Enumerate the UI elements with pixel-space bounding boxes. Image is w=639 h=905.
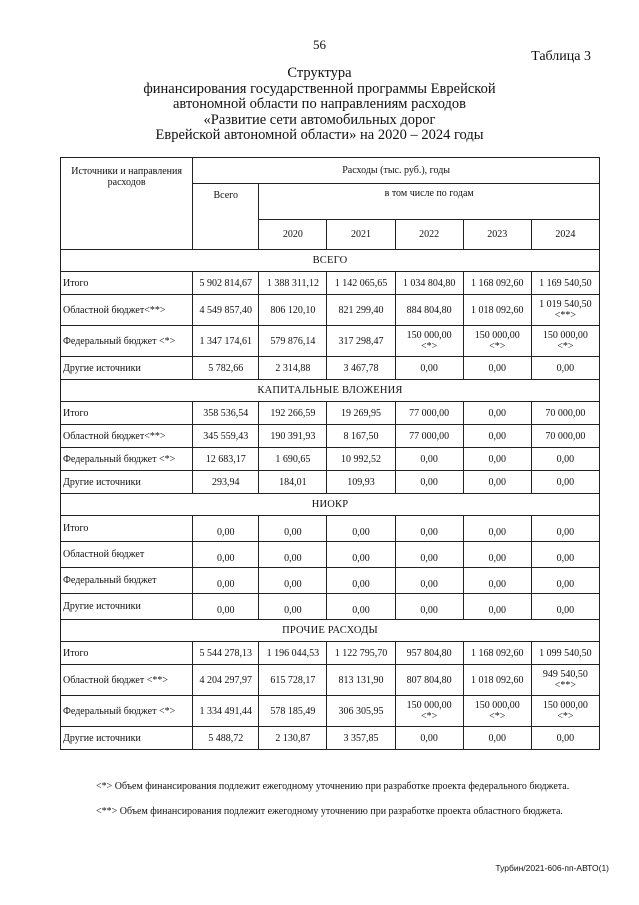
cell-2021: 1 142 065,65 bbox=[327, 272, 395, 295]
cell-2022: 0,00 bbox=[395, 516, 463, 542]
cell-2024: 0,00 bbox=[531, 542, 599, 568]
cell-2022: 77 000,00 bbox=[395, 402, 463, 425]
title-line: «Развитие сети автомобильных дорог bbox=[203, 111, 436, 128]
row-label: Другие источники bbox=[61, 594, 193, 620]
header-year: 2021 bbox=[327, 220, 395, 250]
cell-total: 4 204 297,97 bbox=[193, 665, 259, 696]
cell-2021: 0,00 bbox=[327, 516, 395, 542]
cell-total: 0,00 bbox=[193, 594, 259, 620]
row-label: Федеральный бюджет <*> bbox=[61, 326, 193, 357]
section-rnd bbox=[61, 494, 600, 620]
cell-2021: 306 305,95 bbox=[327, 696, 395, 727]
cell-2024: 150 000,00 <*> bbox=[531, 326, 599, 357]
row-label: Федеральный бюджет <*> bbox=[61, 696, 193, 727]
cell-2023: 0,00 bbox=[463, 402, 531, 425]
document-footer-code: Турбин/2021-606-пп-АВТО(1) bbox=[495, 863, 609, 873]
cell-2023: 1 018 092,60 bbox=[463, 295, 531, 326]
cell-2021: 19 269,95 bbox=[327, 402, 395, 425]
cell-total: 1 347 174,61 bbox=[193, 326, 259, 357]
cell-2023: 0,00 bbox=[463, 594, 531, 620]
cell-2021: 821 299,40 bbox=[327, 295, 395, 326]
cell-2023: 0,00 bbox=[463, 425, 531, 448]
cell-2020: 0,00 bbox=[259, 594, 327, 620]
footnote-regional: <**> Объем финансирования подлежит ежегодному уточнению при разработке проекта областного бюджета. bbox=[96, 806, 563, 817]
table-label: Таблица 3 bbox=[531, 49, 591, 64]
cell-2020: 192 266,59 bbox=[259, 402, 327, 425]
cell-2024: 0,00 bbox=[531, 448, 599, 471]
header-year: 2023 bbox=[463, 220, 531, 250]
title-line: Структура bbox=[287, 65, 352, 81]
row-label: Другие источники bbox=[61, 471, 193, 494]
cell-2020: 2 314,88 bbox=[259, 357, 327, 380]
cell-2020: 0,00 bbox=[259, 568, 327, 594]
cell-2024: 70 000,00 bbox=[531, 402, 599, 425]
cell-2022: 957 804,80 bbox=[395, 642, 463, 665]
financing-table bbox=[60, 157, 600, 750]
cell-2023: 150 000,00 <*> bbox=[463, 696, 531, 727]
cell-2024: 0,00 bbox=[531, 516, 599, 542]
cell-2024: 1 019 540,50 <**> bbox=[531, 295, 599, 326]
row-label: Итого bbox=[61, 402, 193, 425]
cell-2021: 813 131,90 bbox=[327, 665, 395, 696]
section-title: ПРОЧИЕ РАСХОДЫ bbox=[61, 620, 600, 642]
cell-2024: 70 000,00 bbox=[531, 425, 599, 448]
header-source-column: Источники и направления расходов bbox=[61, 158, 193, 250]
header-year: 2024 bbox=[531, 220, 599, 250]
cell-total: 293,94 bbox=[193, 471, 259, 494]
cell-2024: 150 000,00 <*> bbox=[531, 696, 599, 727]
header-year: 2020 bbox=[259, 220, 327, 250]
cell-total: 345 559,43 bbox=[193, 425, 259, 448]
cell-2020: 1 388 311,12 bbox=[259, 272, 327, 295]
cell-2022: 884 804,80 bbox=[395, 295, 463, 326]
row-label: Областной бюджет bbox=[61, 542, 193, 568]
cell-2020: 1 196 044,53 bbox=[259, 642, 327, 665]
row-label: Итого bbox=[61, 272, 193, 295]
section-title: НИОКР bbox=[61, 494, 600, 516]
cell-2023: 0,00 bbox=[463, 357, 531, 380]
cell-total: 5 488,72 bbox=[193, 727, 259, 750]
cell-2023: 1 168 092,60 bbox=[463, 272, 531, 295]
row-label: Другие источники bbox=[61, 727, 193, 750]
cell-2022: 1 034 804,80 bbox=[395, 272, 463, 295]
cell-2021: 8 167,50 bbox=[327, 425, 395, 448]
section-title: ВСЕГО bbox=[61, 250, 600, 272]
cell-2021: 109,93 bbox=[327, 471, 395, 494]
cell-2022: 807 804,80 bbox=[395, 665, 463, 696]
row-label: Другие источники bbox=[61, 357, 193, 380]
header-year: 2022 bbox=[395, 220, 463, 250]
cell-2021: 3 357,85 bbox=[327, 727, 395, 750]
section-capital bbox=[61, 380, 600, 494]
cell-2023: 0,00 bbox=[463, 516, 531, 542]
cell-2020: 184,01 bbox=[259, 471, 327, 494]
row-label: Федеральный бюджет bbox=[61, 568, 193, 594]
cell-2022: 0,00 bbox=[395, 357, 463, 380]
cell-2024: 1 099 540,50 bbox=[531, 642, 599, 665]
row-label: Итого bbox=[61, 642, 193, 665]
footnote-federal: <*> Объем финансирования подлежит ежегодному уточнению при разработке проекта федерального бюджета. bbox=[96, 781, 570, 792]
cell-total: 5 902 814,67 bbox=[193, 272, 259, 295]
cell-2023: 1 168 092,60 bbox=[463, 642, 531, 665]
cell-2022: 0,00 bbox=[395, 542, 463, 568]
cell-2024: 0,00 bbox=[531, 594, 599, 620]
cell-2024: 1 169 540,50 bbox=[531, 272, 599, 295]
cell-2024: 0,00 bbox=[531, 471, 599, 494]
cell-2021: 0,00 bbox=[327, 594, 395, 620]
header-by-years: в том числе по годам bbox=[259, 184, 600, 220]
cell-total: 0,00 bbox=[193, 516, 259, 542]
table-header bbox=[61, 158, 600, 250]
cell-2023: 0,00 bbox=[463, 542, 531, 568]
title-line: Еврейской автономной области» на 2020 – 2024 годы bbox=[155, 127, 484, 143]
cell-2020: 0,00 bbox=[259, 516, 327, 542]
cell-2022: 77 000,00 bbox=[395, 425, 463, 448]
header-total: Всего bbox=[193, 184, 259, 250]
cell-2021: 0,00 bbox=[327, 568, 395, 594]
page-number: 56 bbox=[313, 37, 326, 52]
cell-2023: 0,00 bbox=[463, 727, 531, 750]
cell-total: 0,00 bbox=[193, 542, 259, 568]
cell-2020: 2 130,87 bbox=[259, 727, 327, 750]
cell-2021: 0,00 bbox=[327, 542, 395, 568]
cell-2020: 0,00 bbox=[259, 542, 327, 568]
row-label: Итого bbox=[61, 516, 193, 542]
cell-2024: 949 540,50 <**> bbox=[531, 665, 599, 696]
header-expenses: Расходы (тыс. руб.), годы bbox=[193, 158, 600, 184]
row-label: Областной бюджет <**> bbox=[61, 665, 193, 696]
section-total bbox=[61, 250, 600, 380]
cell-2024: 0,00 bbox=[531, 568, 599, 594]
cell-2020: 579 876,14 bbox=[259, 326, 327, 357]
cell-2020: 1 690,65 bbox=[259, 448, 327, 471]
cell-2021: 1 122 795,70 bbox=[327, 642, 395, 665]
cell-2023: 0,00 bbox=[463, 448, 531, 471]
section-title: КАПИТАЛЬНЫЕ ВЛОЖЕНИЯ bbox=[61, 380, 600, 402]
cell-total: 12 683,17 bbox=[193, 448, 259, 471]
cell-2023: 1 018 092,60 bbox=[463, 665, 531, 696]
cell-total: 358 536,54 bbox=[193, 402, 259, 425]
document-title bbox=[0, 66, 639, 144]
section-other bbox=[61, 620, 600, 750]
cell-2022: 0,00 bbox=[395, 594, 463, 620]
cell-2020: 190 391,93 bbox=[259, 425, 327, 448]
row-label: Федеральный бюджет <*> bbox=[61, 448, 193, 471]
cell-total: 5 544 278,13 bbox=[193, 642, 259, 665]
cell-2022: 0,00 bbox=[395, 471, 463, 494]
cell-2022: 0,00 bbox=[395, 727, 463, 750]
cell-2022: 150 000,00 <*> bbox=[395, 696, 463, 727]
cell-2023: 0,00 bbox=[463, 471, 531, 494]
cell-2020: 806 120,10 bbox=[259, 295, 327, 326]
cell-2024: 0,00 bbox=[531, 727, 599, 750]
cell-total: 0,00 bbox=[193, 568, 259, 594]
title-line: финансирования государственной программы Еврейской bbox=[143, 80, 496, 97]
cell-2022: 150 000,00 <*> bbox=[395, 326, 463, 357]
cell-2022: 0,00 bbox=[395, 568, 463, 594]
cell-2021: 10 992,52 bbox=[327, 448, 395, 471]
cell-total: 1 334 491,44 bbox=[193, 696, 259, 727]
title-line: автономной области по направлениям расходов bbox=[172, 96, 467, 112]
row-label: Областной бюджет<**> bbox=[61, 425, 193, 448]
cell-2024: 0,00 bbox=[531, 357, 599, 380]
cell-total: 5 782,66 bbox=[193, 357, 259, 380]
cell-2022: 0,00 bbox=[395, 448, 463, 471]
cell-2021: 317 298,47 bbox=[327, 326, 395, 357]
cell-total: 4 549 857,40 bbox=[193, 295, 259, 326]
cell-2021: 3 467,78 bbox=[327, 357, 395, 380]
cell-2020: 578 185,49 bbox=[259, 696, 327, 727]
row-label: Областной бюджет<**> bbox=[61, 295, 193, 326]
cell-2023: 150 000,00 <*> bbox=[463, 326, 531, 357]
cell-2023: 0,00 bbox=[463, 568, 531, 594]
cell-2020: 615 728,17 bbox=[259, 665, 327, 696]
